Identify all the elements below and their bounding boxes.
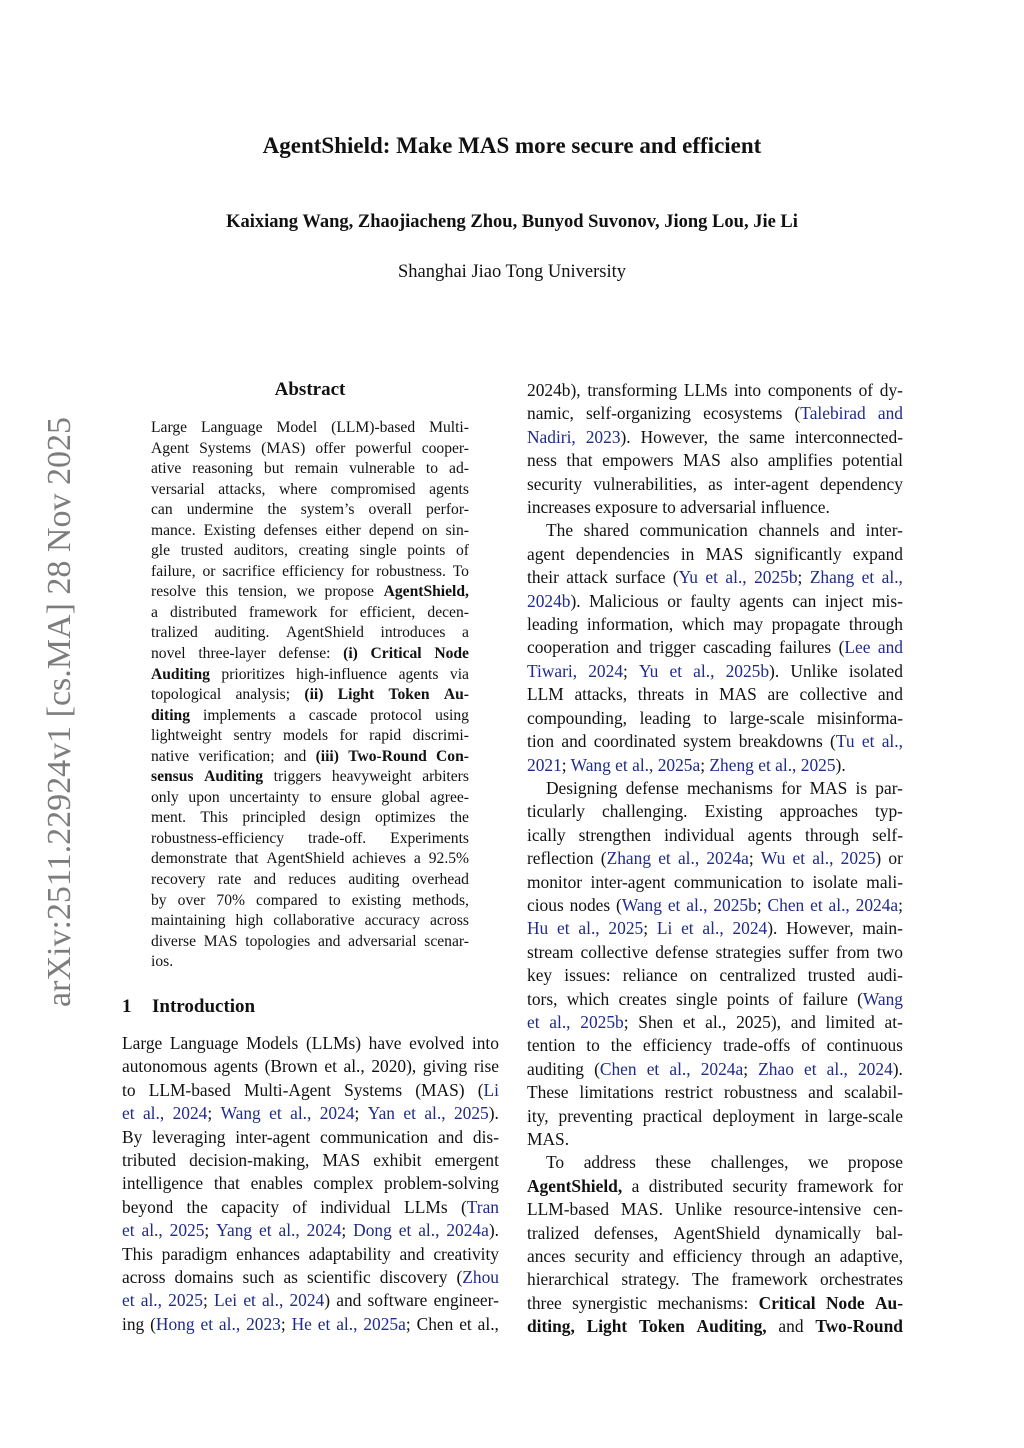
intro-line: tention to the efficiency trade-offs of continuous: [527, 1035, 903, 1056]
intro-line: To address these challenges, we propose: [546, 1152, 903, 1173]
intro-line: ticularly challenging. Existing approaches typ-: [527, 801, 903, 822]
abstract-line: resolve this tension, we propose AgentShield,: [151, 583, 469, 601]
intro-line: security vulnerabilities, as inter-agent dependency: [527, 473, 903, 494]
intro-line: Tiwari, 2024; Yu et al., 2025b). Unlike isolated: [527, 660, 903, 681]
intro-line: three synergistic mechanisms: Critical Node Au-: [527, 1292, 903, 1313]
intro-line: increases exposure to adversarial influence.: [527, 497, 830, 518]
intro-line: ness that empowers MAS also amplifies potential: [527, 450, 903, 471]
abstract-line: ative reasoning but remain vulnerable to ad-: [151, 460, 469, 478]
abstract-line: novel three-layer defense: (i) Critical Node: [151, 645, 469, 663]
intro-line: Nadiri, 2023). However, the same interconnected-: [527, 426, 903, 447]
intro-line: et al., 2024; Wang et al., 2024; Yan et al., 2025).: [122, 1103, 499, 1124]
abstract-line: failure, or sacrifice efficiency for robustness. To: [151, 562, 469, 580]
intro-line: namic, self-organizing ecosystems (Talebirad and: [527, 403, 903, 424]
intro-line: to LLM-based Multi-Agent Systems (MAS) (Li: [122, 1079, 499, 1100]
intro-line: AgentShield, a distributed security framework for: [527, 1175, 903, 1196]
intro-line: tors, which creates single points of failure (Wang: [527, 988, 903, 1009]
abstract-line: only upon uncertainty to ensure global agree-: [151, 788, 469, 806]
intro-line: tion and coordinated system breakdowns (Tu et al.,: [527, 731, 903, 752]
abstract-line: robustness-efficiency trade-off. Experiments: [151, 829, 469, 847]
intro-line: This paradigm enhances adaptability and creativity: [122, 1243, 499, 1264]
intro-line: cooperation and trigger cascading failures (Lee and: [527, 637, 903, 658]
section-title: Introduction: [152, 996, 256, 1017]
abstract-line: topological analysis; (ii) Light Token Au-: [151, 686, 469, 704]
intro-line: hierarchical strategy. The framework orchestrates: [527, 1269, 903, 1290]
intro-line: 2024b). Malicious or faulty agents can inject mis-: [527, 590, 903, 611]
intro-line: autonomous agents (Brown et al., 2020), giving rise: [122, 1056, 499, 1077]
intro-line: auditing (Chen et al., 2024a; Zhao et al., 2024).: [527, 1058, 903, 1079]
intro-line: monitor inter-agent communication to isolate mali-: [527, 871, 903, 892]
arxiv-identifier: arXiv:2511.22924v1 [cs.MA] 28 Nov 2025: [41, 417, 78, 1007]
intro-line: ically strengthen individual agents through self-: [527, 824, 903, 845]
intro-line: Hu et al., 2025; Li et al., 2024). However, main-: [527, 918, 903, 939]
intro-line: The shared communication channels and inter-: [546, 520, 903, 541]
abstract-line: diting implements a cascade protocol using: [151, 706, 469, 724]
abstract-line: demonstrate that AgentShield achieves a 92.5%: [151, 850, 469, 868]
intro-line: LLM-based MAS. Unlike resource-intensive cen-: [527, 1199, 903, 1220]
intro-line: ing (Hong et al., 2023; He et al., 2025a; Chen et al.,: [122, 1313, 499, 1334]
intro-line: reflection (Zhang et al., 2024a; Wu et al., 2025) or: [527, 848, 903, 869]
intro-line: stream collective defense strategies suffer from two: [527, 941, 903, 962]
intro-line: across domains such as scientific discovery (Zhou: [122, 1267, 499, 1288]
abstract-line: by over 70% compared to existing methods,: [151, 891, 469, 909]
section-number: 1: [122, 996, 132, 1017]
intro-right-column: [527, 379, 903, 1339]
intro-line: 2021; Wang et al., 2025a; Zheng et al., 2025).: [527, 754, 846, 775]
intro-line: beyond the capacity of individual LLMs (Tran: [122, 1196, 499, 1217]
abstract-line: ios.: [151, 953, 174, 971]
abstract-line: lightweight sentry models for rapid discrimi-: [151, 727, 469, 745]
intro-line: These limitations restrict robustness and scalabil-: [527, 1082, 903, 1103]
intro-line: ity, preventing practical deployment in large-scale: [527, 1105, 903, 1126]
abstract-line: tralized auditing. AgentShield introduces a: [151, 624, 469, 642]
intro-line: Designing defense mechanisms for MAS is par-: [546, 777, 903, 798]
intro-line: intelligence that enables complex problem-solving: [122, 1173, 499, 1194]
abstract-line: sensus Auditing triggers heavyweight arbiters: [151, 768, 469, 786]
intro-line: By leveraging inter-agent communication and dis-: [122, 1126, 499, 1147]
intro-line: tralized defenses, AgentShield dynamically bal-: [527, 1222, 903, 1243]
intro-line: LLM attacks, threats in MAS are collective and: [527, 684, 903, 705]
intro-line: MAS.: [527, 1129, 570, 1149]
intro-line: diting, Light Token Auditing, and Two-Round: [527, 1316, 903, 1337]
abstract-line: gle trusted auditors, creating single points of: [151, 542, 469, 560]
abstract-line: a distributed framework for efficient, decen-: [151, 603, 469, 621]
intro-line: tributed decision-making, MAS exhibit emergent: [122, 1150, 499, 1171]
intro-line: et al., 2025; Yang et al., 2024; Dong et al., 2024a).: [122, 1220, 499, 1241]
abstract-line: recovery rate and reduces auditing overhead: [151, 871, 469, 889]
abstract-line: Agent Systems (MAS) offer powerful cooper-: [151, 439, 469, 457]
affiliation: Shanghai Jiao Tong University: [397, 262, 627, 282]
intro-line: agent dependencies in MAS significantly expand: [527, 543, 903, 564]
abstract-line: mance. Existing defenses either depend on sin-: [151, 521, 469, 539]
abstract-line: Auditing prioritizes high-influence agents via: [151, 665, 469, 683]
abstract-line: Large Language Model (LLM)-based Multi-: [151, 419, 469, 436]
intro-line: et al., 2025b; Shen et al., 2025), and limited at-: [527, 1011, 903, 1032]
abstract-line: native verification; and (iii) Two-Round Con-: [151, 747, 469, 765]
intro-line: compounding, leading to large-scale misinforma-: [527, 707, 903, 728]
intro-line: et al., 2025; Lei et al., 2024) and software engineer-: [122, 1290, 499, 1311]
intro-line: key issues: reliance on centralized trusted audi-: [527, 965, 903, 986]
abstract-line: versarial attacks, where compromised agents: [151, 480, 469, 498]
abstract-heading: Abstract: [274, 379, 346, 400]
intro-line: leading information, which may propagate through: [527, 614, 903, 635]
intro-line: cious nodes (Wang et al., 2025b; Chen et al., 2024a;: [527, 894, 903, 915]
abstract-line: can undermine the system’s overall perfor-: [151, 501, 469, 519]
section-heading-introduction: [122, 993, 500, 1021]
abstract-line: ment. This principled design optimizes the: [151, 809, 469, 827]
author-list: Kaixiang Wang, Zhaojiacheng Zhou, Bunyod Suvonov, Jiong Lou, Jie Li: [226, 212, 798, 232]
paper-title: AgentShield: Make MAS more secure and efficient: [262, 133, 762, 158]
abstract-body: [151, 418, 469, 973]
intro-line: Large Language Models (LLMs) have evolved into: [122, 1033, 499, 1053]
intro-line: ances security and efficiency through an adaptive,: [527, 1246, 903, 1267]
abstract-line: diverse MAS topologies and adversarial scenar-: [151, 932, 469, 950]
intro-left-column: [122, 1032, 499, 1336]
intro-line: 2024b), transforming LLMs into components of dy-: [527, 380, 903, 400]
abstract-line: maintaining high collaborative accuracy across: [151, 912, 469, 930]
intro-line: their attack surface (Yu et al., 2025b; Zhang et al.,: [527, 567, 903, 588]
